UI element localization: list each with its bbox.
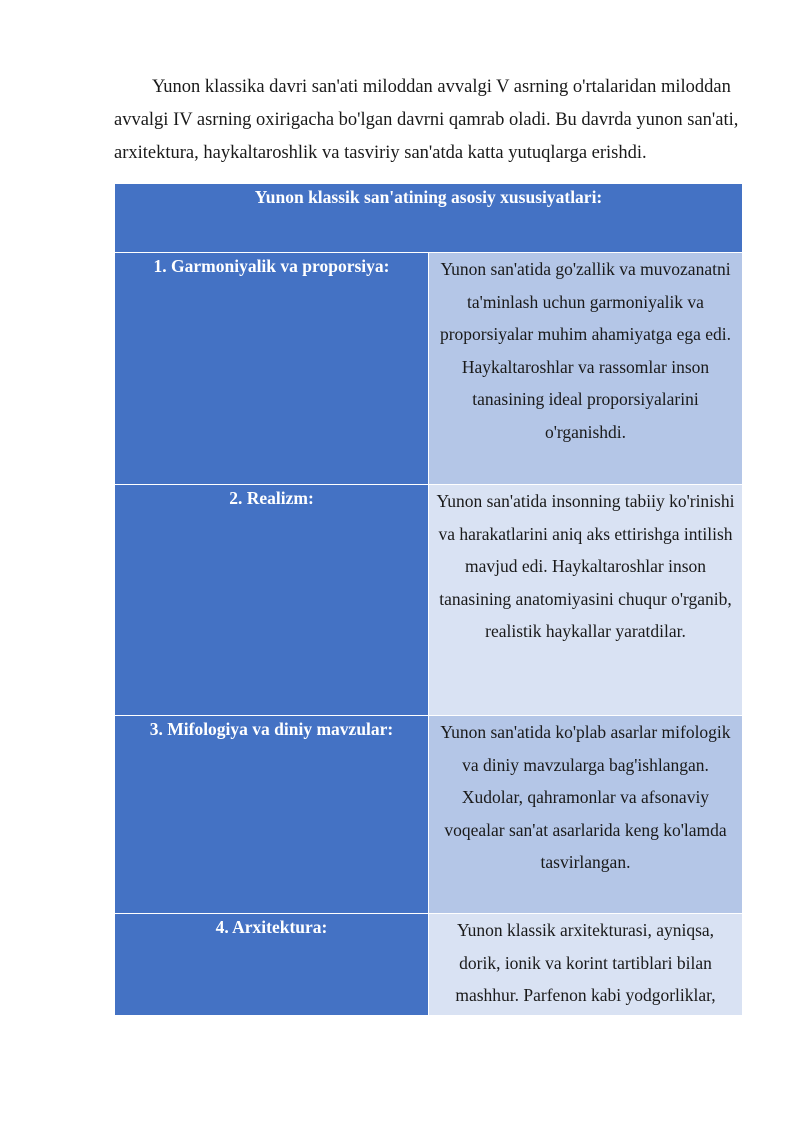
table-row	[115, 253, 742, 485]
row-label-text: 4. Arxitektura:	[215, 917, 328, 937]
table-row	[115, 914, 742, 1016]
row-description	[429, 914, 743, 1016]
table-header-row	[115, 184, 742, 253]
intro-paragraph: Yunon klassika davri san'ati miloddan avvalgi V asrning o'rtalaridan miloddan avvalgi IV asrning oxirigacha bo'lgan davrni qamrab oladi. Bu davrda yunon san'ati, arxitektura, haykaltaroshlik va tasviriy san'atda katta yutuqlarga erishdi.	[114, 77, 739, 163]
table-row	[115, 716, 742, 914]
row-label: 3. Mifologiya va diniy mavzular:	[115, 716, 429, 914]
row-description: Yunon san'atida insonning tabiiy ko'rinishi va harakatlarini aniq aks ettirishga intilish mavjud edi. Haykaltaroshlar inson tanasining anatomiyasini chuqur o'rganib, realistik haykallar yaratdilar.	[429, 485, 743, 716]
row-description: Yunon san'atida go'zallik va muvozanatni ta'minlash uchun garmoniyalik va proporsiyalar muhim ahamiyatga ega edi. Haykaltaroshlar va rassomlar inson tanasining ideal proporsiyalarini o'rganishdi.	[429, 253, 743, 485]
row-description: Yunon san'atida ko'plab asarlar mifologik va diniy mavzularga bag'ishlangan. Xudolar, qahramonlar va afsonaviy voqealar san'at asarlarida keng ko'lamda tasvirlangan.	[429, 716, 743, 914]
table-header: Yunon klassik san'atining asosiy xususiyatlari:	[115, 184, 742, 253]
features-table	[115, 184, 742, 1016]
row-label: 1. Garmoniyalik va proporsiya:	[115, 253, 429, 485]
table-row	[115, 485, 742, 716]
row-label	[115, 914, 429, 1016]
row-description-text: Yunon klassik arxitekturasi, ayniqsa, dorik, ionik va korint tartiblari bilan mashhur. Parfenon kabi yodgorliklar,	[455, 920, 716, 1005]
row-label: 2. Realizm:	[115, 485, 429, 716]
